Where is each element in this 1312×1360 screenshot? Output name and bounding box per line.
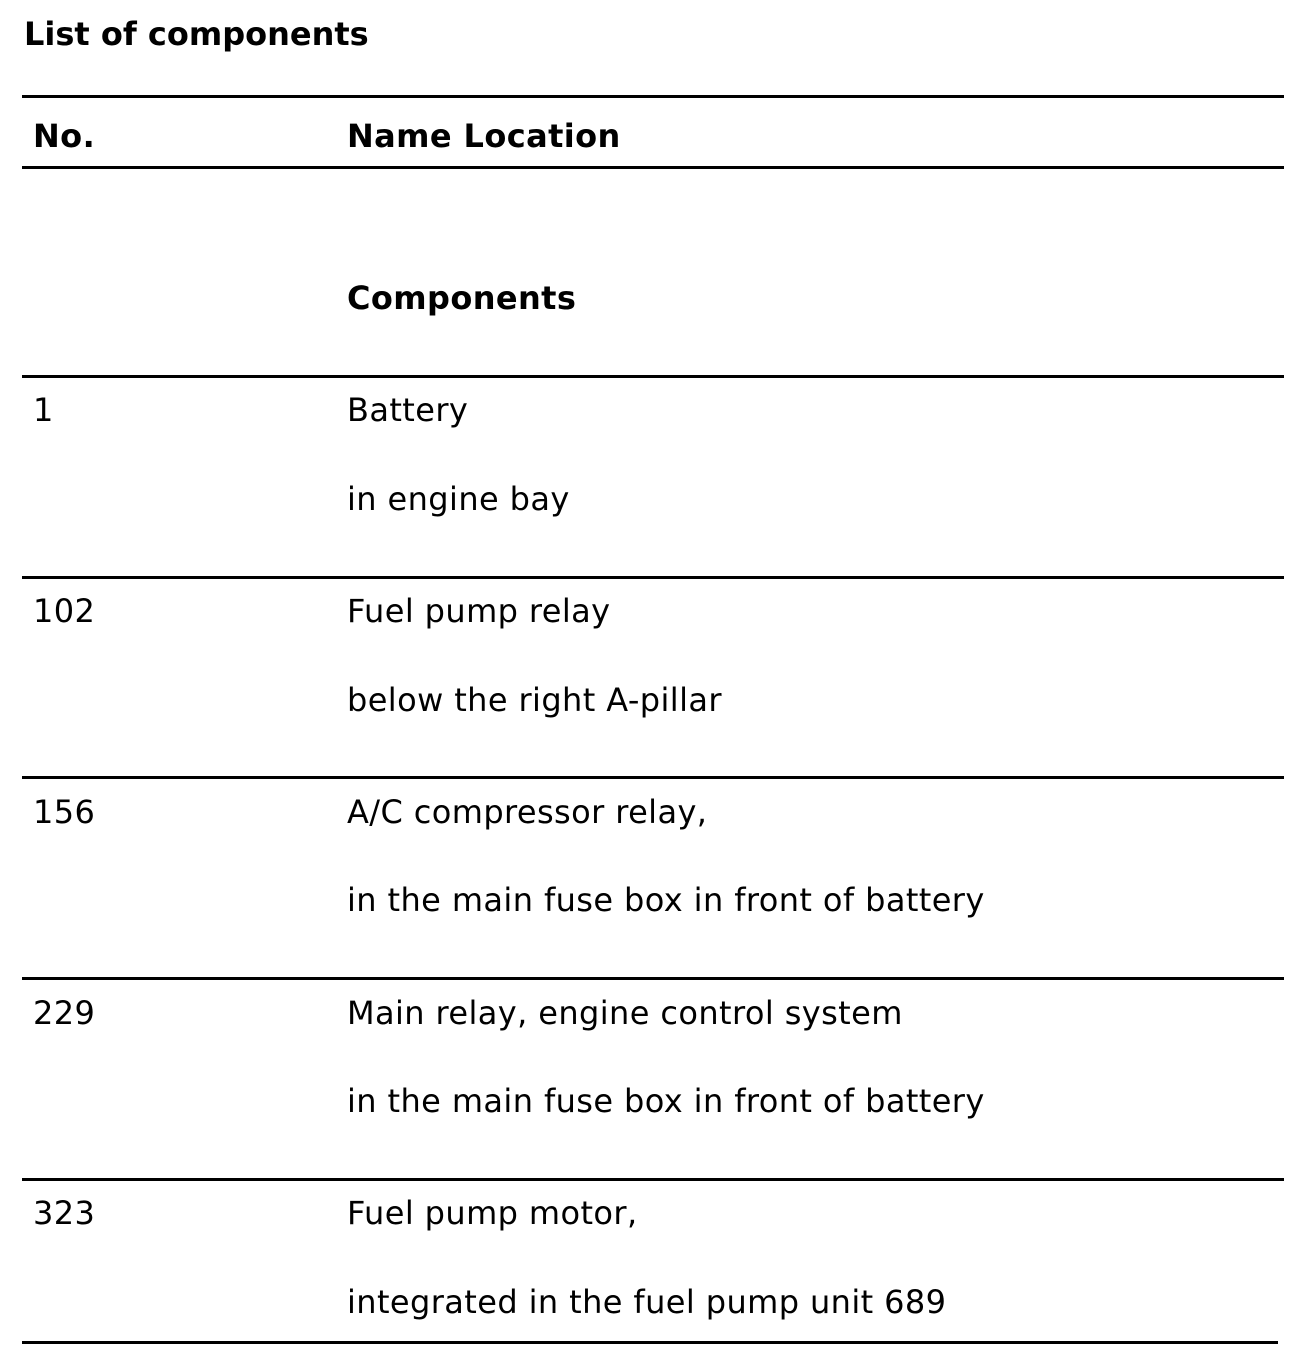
row-rule (22, 375, 1284, 378)
row-location: in engine bay (347, 480, 570, 518)
row-rule (22, 1178, 1284, 1181)
section-label: Components (347, 279, 577, 317)
row-number: 102 (33, 592, 96, 630)
table-bottom-rule (22, 1341, 1278, 1344)
row-number: 229 (33, 994, 96, 1032)
row-rule (22, 576, 1284, 579)
row-location: in the main fuse box in front of battery (347, 881, 985, 919)
row-number: 323 (33, 1194, 96, 1232)
row-name: Battery (347, 391, 469, 429)
row-location: integrated in the fuel pump unit 689 (347, 1283, 947, 1321)
row-number: 156 (33, 793, 96, 831)
document-title: List of components (24, 15, 369, 53)
header-name-location: Name Location (347, 117, 621, 155)
row-name: A/C compressor relay, (347, 793, 708, 831)
row-number: 1 (33, 391, 54, 429)
row-rule (22, 776, 1284, 779)
header-number: No. (33, 117, 96, 155)
header-bottom-rule (22, 166, 1284, 169)
row-name: Main relay, engine control system (347, 994, 903, 1032)
row-location: in the main fuse box in front of battery (347, 1082, 985, 1120)
table-top-rule (22, 95, 1284, 98)
row-location: below the right A-pillar (347, 681, 722, 719)
row-name: Fuel pump motor, (347, 1194, 638, 1232)
row-name: Fuel pump relay (347, 592, 611, 630)
row-rule (22, 977, 1284, 980)
